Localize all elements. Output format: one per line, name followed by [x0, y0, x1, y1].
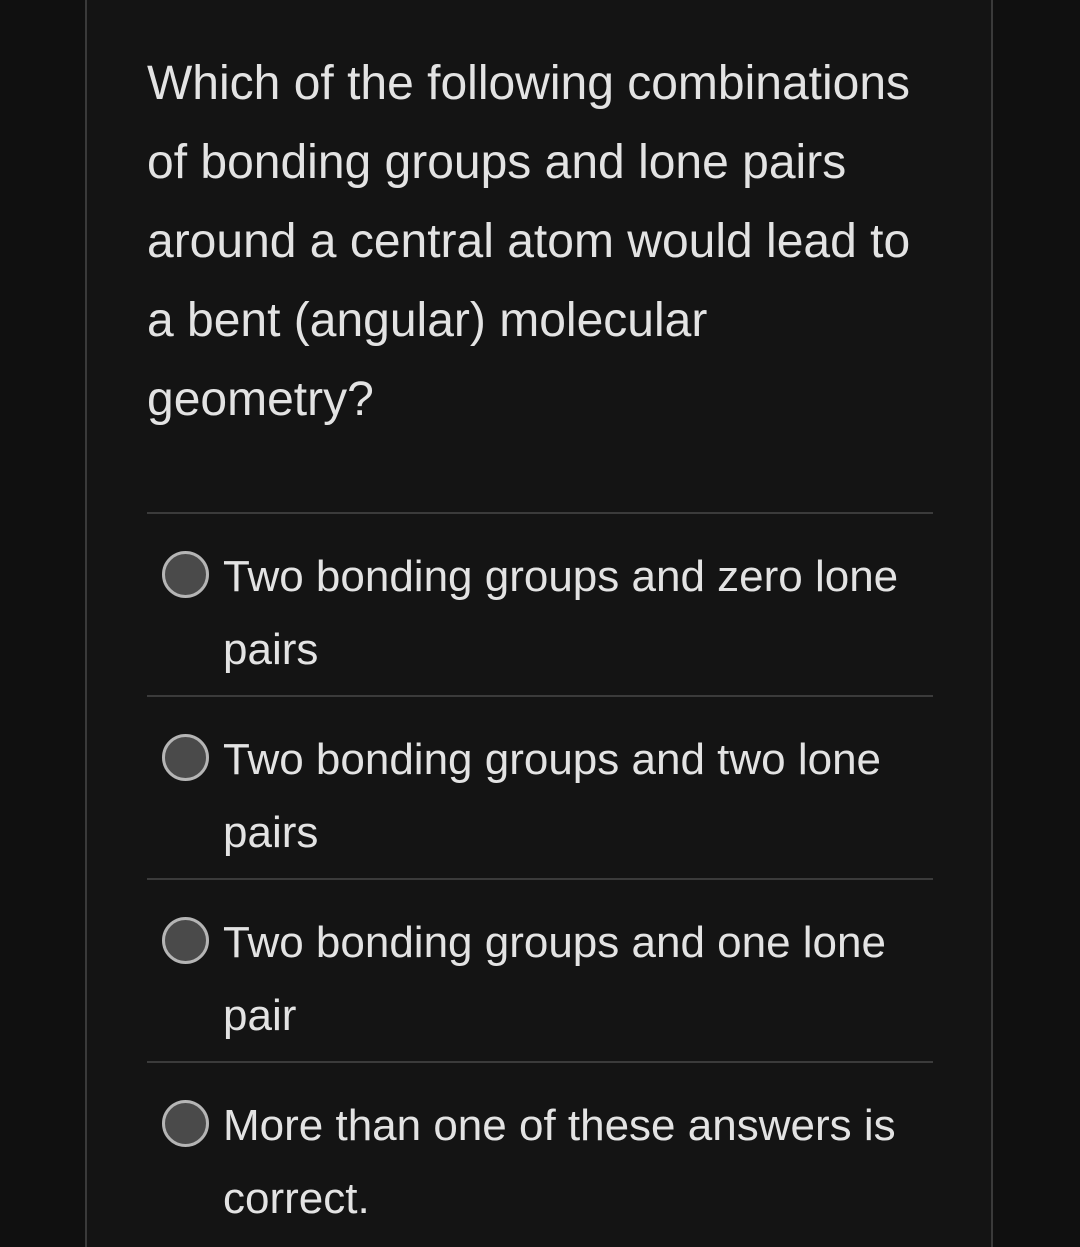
answer-option-3[interactable] [147, 878, 933, 1061]
answer-option-1[interactable] [147, 512, 933, 695]
answer-option-label: More than one of these answers is correct. [223, 1101, 896, 1223]
radio-button-icon[interactable] [162, 917, 209, 964]
answer-options [147, 512, 933, 1244]
answer-option-4[interactable] [147, 1061, 933, 1244]
radio-button-icon[interactable] [162, 734, 209, 781]
question-text: Which of the following combinations of bonding groups and lone pairs around a central atom would lead to a bent (angular) molecular geometry? [147, 57, 911, 426]
answer-option-2[interactable] [147, 695, 933, 878]
answer-option-label: Two bonding groups and zero lone pairs [223, 552, 899, 674]
answer-option-label: Two bonding groups and one lone pair [223, 918, 886, 1040]
radio-button-icon[interactable] [162, 1100, 209, 1147]
answer-option-label: Two bonding groups and two lone pairs [223, 735, 882, 857]
radio-button-icon[interactable] [162, 551, 209, 598]
